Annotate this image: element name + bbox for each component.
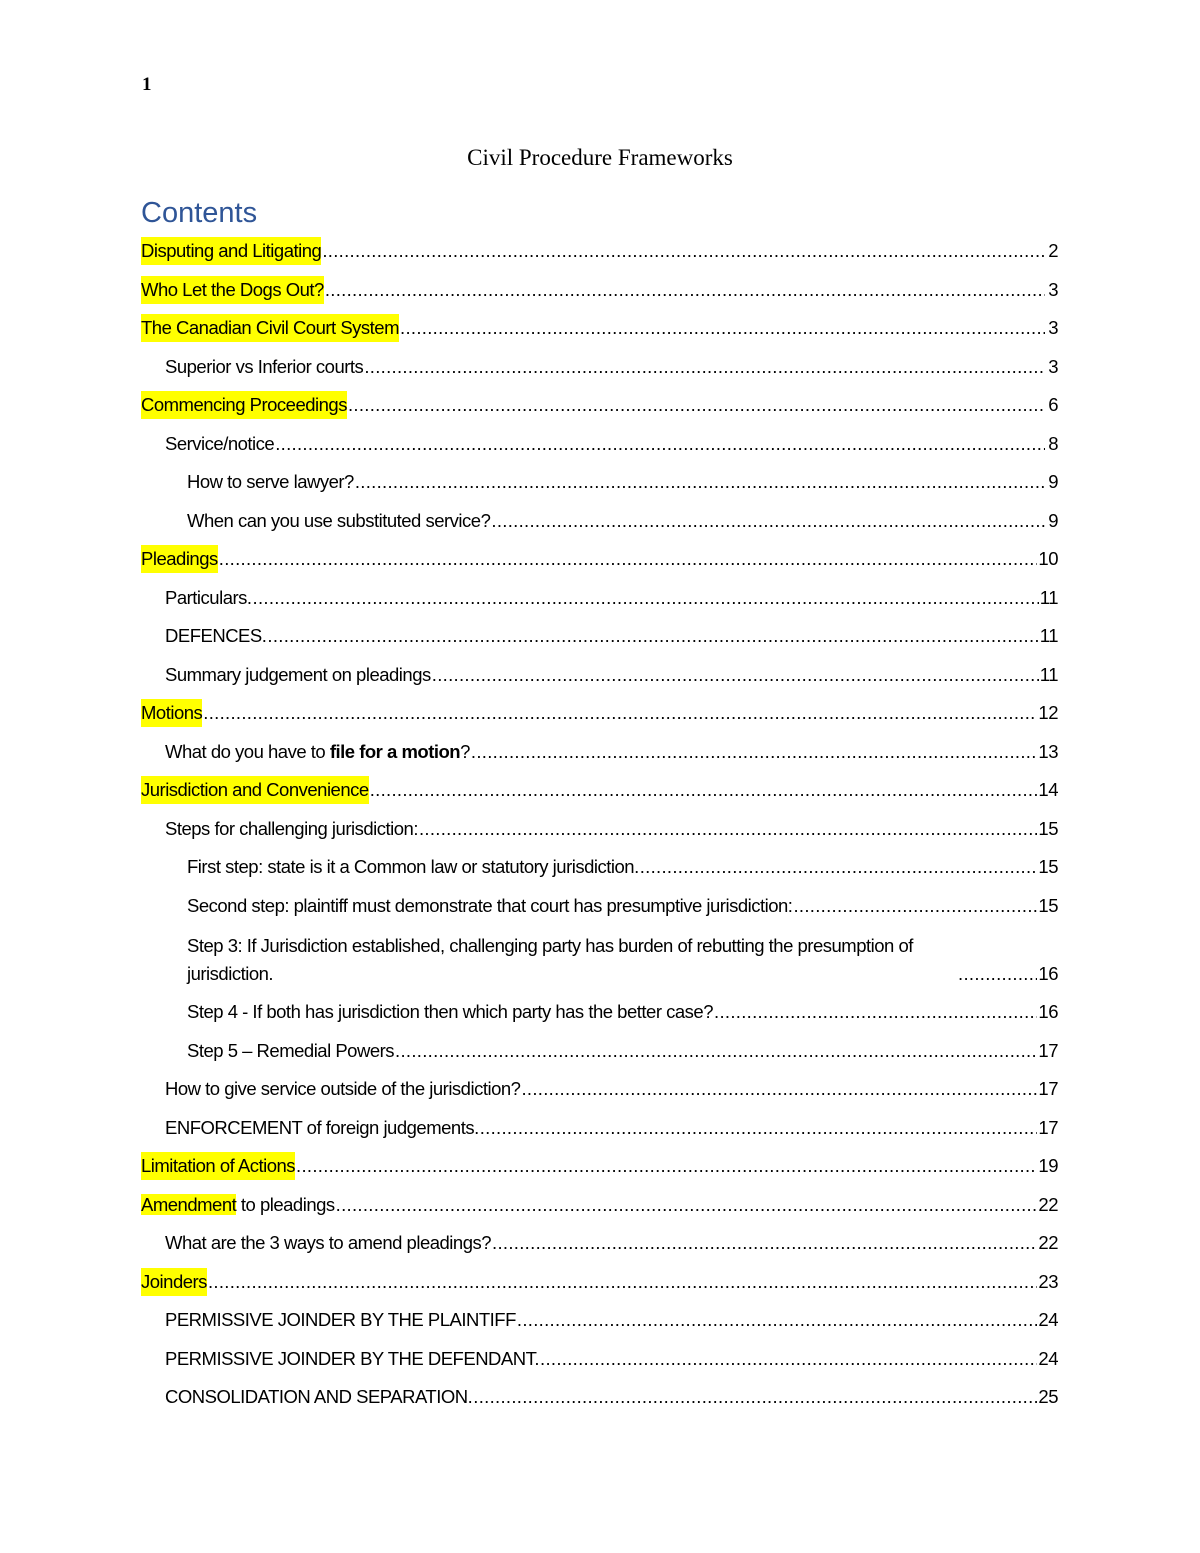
toc-page-number: 11 (1039, 663, 1058, 685)
toc-entry-text: First step: state is it a Common law or statutory jurisdiction. (187, 856, 639, 877)
toc-entry-canadian-civil-court-system[interactable] (141, 312, 1058, 351)
toc-leader-dots (714, 998, 1037, 1026)
toc-page-number: 13 (1038, 740, 1058, 762)
toc-leader-dots (471, 738, 1038, 766)
toc-entry-text: Second step: plaintiff must demonstrate that court has presumptive jurisdiction: (187, 894, 793, 916)
toc-entry-ways-to-amend[interactable] (141, 1227, 1058, 1266)
toc-leader-dots (492, 1229, 1037, 1257)
toc-page-number: 12 (1038, 702, 1058, 723)
toc-entry-substituted-service[interactable] (141, 505, 1058, 544)
toc-leader-dots (325, 276, 1045, 304)
toc-page-number: 22 (1038, 1232, 1058, 1253)
toc-entry-service-outside-jurisdiction[interactable] (141, 1073, 1058, 1112)
toc-entry-text: How to serve lawyer? (187, 471, 354, 492)
toc-entry-defences[interactable] (141, 620, 1058, 659)
toc-entry-disputing-and-litigating[interactable] (141, 235, 1058, 274)
toc-leader-dots (793, 892, 1037, 920)
toc-entry-text: Step 3: If Jurisdiction established, challenging party has burden of rebutting the presumption of jurisdiction. (187, 935, 913, 984)
toc-page-number: 16 (1038, 1001, 1058, 1022)
toc-leader-dots (275, 430, 1045, 458)
toc-entry-file-for-a-motion[interactable] (141, 736, 1058, 775)
toc-leader-dots (370, 776, 1038, 804)
toc-leader-dots (540, 1345, 1037, 1373)
toc-leader-dots (480, 1114, 1038, 1142)
toc-entry-text: CONSOLIDATION AND SEPARATION. (165, 1386, 473, 1407)
toc-entry-text: Commencing Proceedings (141, 391, 347, 419)
toc-page-number: 17 (1038, 1039, 1058, 1061)
toc-entry-text: PERMISSIVE JOINDER BY THE DEFENDANT. (165, 1347, 540, 1369)
page-number: 1 (142, 74, 152, 95)
toc-page-number: 9 (1048, 509, 1058, 531)
toc-leader-dots (348, 391, 1045, 419)
toc-entry-superior-vs-inferior-courts[interactable] (141, 351, 1058, 390)
toc-page-number: 10 (1038, 548, 1058, 569)
document-title: Civil Procedure Frameworks (467, 145, 733, 170)
toc-entry-step-5[interactable] (141, 1035, 1058, 1074)
toc-entry-pleadings[interactable] (141, 543, 1058, 582)
toc-entry-motions[interactable] (141, 697, 1058, 736)
toc-page-number: 14 (1038, 779, 1058, 800)
toc-page-number: 25 (1038, 1386, 1058, 1407)
toc-entry-text: Summary judgement on pleadings (165, 663, 431, 685)
toc-entry-text: ENFORCEMENT of foreign judgements. (165, 1116, 479, 1138)
toc-text-part: ? (460, 740, 470, 762)
toc-entry-text: The Canadian Civil Court System (141, 314, 399, 342)
toc-leader-dots (432, 661, 1039, 689)
toc-page-number: 9 (1048, 471, 1058, 492)
toc-entry-text: Who Let the Dogs Out? (141, 276, 324, 304)
toc-page-number: 23 (1038, 1270, 1058, 1292)
toc-entry-text: How to give service outside of the jurisdiction? (165, 1078, 521, 1099)
toc-entry-who-let-the-dogs-out[interactable] (141, 274, 1058, 313)
toc-text-highlight: Amendment (141, 1193, 237, 1215)
toc-entry-text: Limitation of Actions (141, 1152, 295, 1180)
toc-entry-step-4[interactable] (141, 996, 1058, 1035)
toc-leader-dots (491, 507, 1045, 535)
toc-leader-dots (521, 1075, 1037, 1103)
toc-page-number: 19 (1038, 1155, 1058, 1176)
toc-page-number: 15 (1038, 894, 1058, 916)
toc-entry-text: Joinders (141, 1268, 207, 1296)
toc-entry-text: Step 4 - If both has jurisdiction then which party has the better case? (187, 1001, 713, 1022)
toc-page-number: 2 (1048, 240, 1058, 261)
toc-leader-dots (395, 1037, 1037, 1065)
toc-entry-consolidation-separation[interactable] (141, 1381, 1058, 1420)
toc-leader-dots (517, 1306, 1038, 1334)
toc-leader-dots (400, 314, 1045, 342)
toc-page-number: 3 (1048, 317, 1058, 338)
toc-entry-jurisdiction-and-convenience[interactable] (141, 774, 1058, 813)
toc-page-number: 11 (1039, 625, 1058, 646)
toc-entry-step-3[interactable] (141, 928, 1058, 996)
toc-entry-text: DEFENCES. (165, 625, 267, 646)
toc-leader-dots (640, 853, 1038, 881)
toc-entry-steps-challenging-jurisdiction[interactable] (141, 813, 1058, 852)
toc-entry-text: What are the 3 ways to amend pleadings? (165, 1232, 492, 1253)
toc-entry-enforcement-foreign-judgements[interactable] (141, 1112, 1058, 1151)
toc-leader-dots (219, 545, 1038, 573)
toc-entry-first-step[interactable] (141, 851, 1058, 890)
toc-page-number: 3 (1048, 278, 1058, 300)
toc-page-number: 22 (1038, 1193, 1058, 1215)
toc-entry-text: Motions (141, 699, 202, 727)
toc-entry-text: Steps for challenging jurisdiction: (165, 817, 418, 839)
toc-page-number: 16 (1038, 963, 1058, 984)
toc-page-number: 17 (1038, 1116, 1058, 1138)
toc-entry-text: Pleadings (141, 545, 218, 573)
toc-page-number: 3 (1048, 355, 1058, 377)
toc-entry-text: Superior vs Inferior courts (165, 355, 364, 377)
toc-leader-dots (364, 353, 1045, 381)
toc-page-number: 17 (1038, 1078, 1058, 1099)
toc-entry-commencing-proceedings[interactable] (141, 389, 1058, 428)
toc-leader-dots (336, 1191, 1038, 1219)
toc-leader-dots (253, 584, 1039, 612)
toc-text-part: What do you have to (165, 740, 330, 762)
toc-leader-dots (296, 1152, 1037, 1180)
toc-leader-dots (208, 1268, 1037, 1296)
toc-entry-text (165, 738, 470, 766)
toc-entry-text: When can you use substituted service? (187, 509, 491, 531)
toc-text-part: to pleadings (236, 1193, 335, 1215)
toc-page-number: 15 (1038, 856, 1058, 877)
toc-entry-text: PERMISSIVE JOINDER BY THE PLAINTIFF (165, 1309, 516, 1330)
toc-entry-limitation-of-actions[interactable] (141, 1150, 1058, 1189)
toc-entry-text: Particulars. (165, 586, 252, 608)
toc-entry-particulars[interactable] (141, 582, 1058, 621)
toc-leader-dots (267, 622, 1038, 650)
toc-leader-dots (419, 815, 1037, 843)
toc-leader-dots (322, 237, 1045, 265)
toc-page-number: 6 (1048, 394, 1058, 415)
toc-page-number: 8 (1048, 432, 1058, 454)
toc-entry-text (141, 1191, 335, 1219)
toc-page-number: 15 (1038, 817, 1058, 839)
toc-entry-joinders[interactable] (141, 1266, 1058, 1305)
toc-entry-amendment-to-pleadings[interactable] (141, 1189, 1058, 1228)
toc-entry-joinder-plaintiff[interactable] (141, 1304, 1058, 1343)
toc-leader-dots (203, 699, 1037, 727)
toc-text-bold: file for a motion (329, 740, 461, 762)
table-of-contents (141, 235, 1058, 1420)
toc-entry-text: Jurisdiction and Convenience (141, 776, 369, 804)
toc-entry-text: Service/notice (165, 432, 275, 454)
toc-entry-text: Disputing and Litigating (141, 237, 321, 265)
toc-entry-summary-judgement[interactable] (141, 659, 1058, 698)
toc-page-number: 24 (1038, 1309, 1058, 1330)
toc-entry-text: Step 5 – Remedial Powers (187, 1039, 395, 1061)
toc-entry-how-to-serve-lawyer[interactable] (141, 466, 1058, 505)
contents-heading: Contents (141, 197, 258, 229)
toc-page-number: 24 (1038, 1347, 1058, 1369)
toc-leader-dots (355, 468, 1045, 496)
toc-page-number: 11 (1039, 586, 1058, 608)
toc-entry-second-step[interactable] (141, 890, 1058, 929)
toc-leader-dots (473, 1383, 1037, 1411)
toc-entry-joinder-defendant[interactable] (141, 1343, 1058, 1382)
toc-entry-service-notice[interactable] (141, 428, 1058, 467)
toc-leader-dots (958, 960, 1037, 988)
